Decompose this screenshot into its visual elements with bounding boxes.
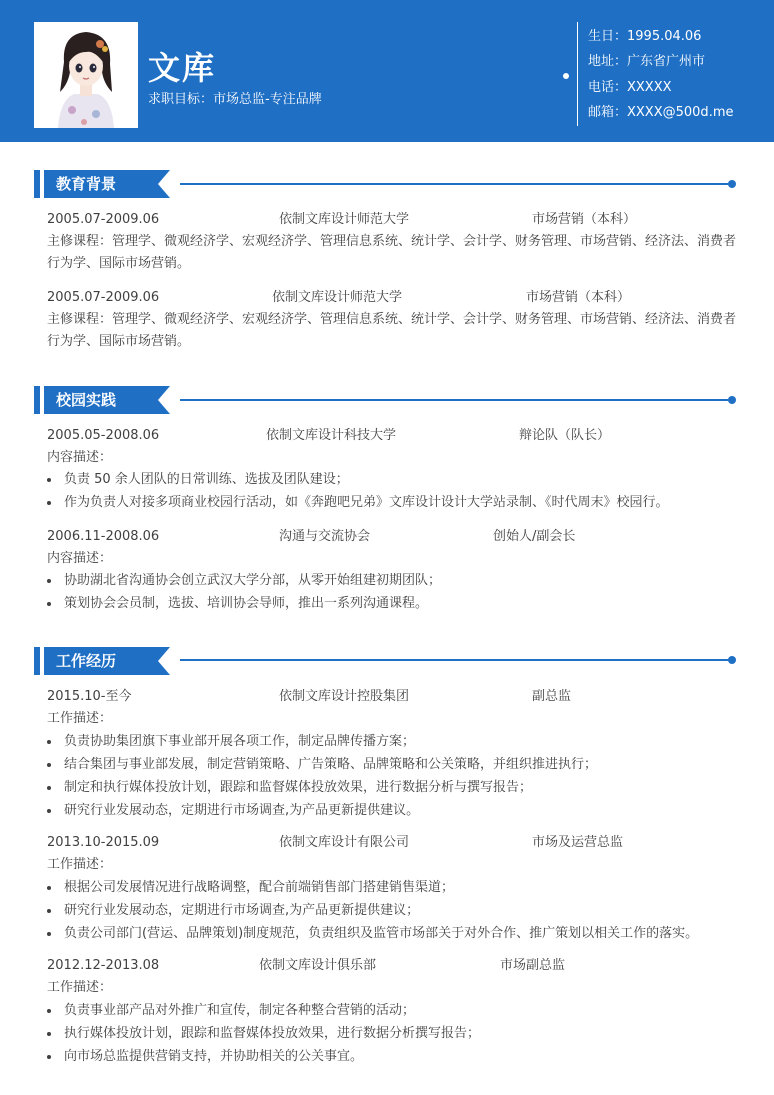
bullet-text: 执行媒体投放计划，跟踪和监督媒体投放效果，进行数据分析撰写报告； [64,1026,481,1041]
bullet-text: 根据公司发展情况进行战略调整，配合前端销售部门搭建销售渠道； [64,880,455,895]
entry-date: 2005.05-2008.06 [47,428,160,443]
bullet-text: 向市场总监提供营销支持，并协助相关的公关事宜。 [64,1049,364,1064]
bullet-text: 结合集团与事业部发展，制定营销策略、广告策略、品牌策略和公关策略，并组织推进执行； [64,757,598,772]
bullet-dot [47,579,51,583]
address: 地址：广东省广州市 [588,54,706,69]
entry-org: 依制文库设计控股集团 [279,689,410,704]
section-dot [728,396,736,404]
entry-org: 依制文库设计师范大学 [279,212,410,227]
bullet-dot [47,1032,51,1036]
entry-role: 辩论队（队长） [519,428,611,443]
bullet-dot [47,1055,51,1059]
bullet-text: 作为负责人对接多项商业校园行活动，如《奔跑吧兄弟》文库设计设计大学站录制、《时代周末》校园行。 [64,495,669,510]
bullet-dot [47,786,51,790]
entry-org: 依制文库设计科技大学 [266,428,397,443]
entry-role: 市场营销（本科） [532,212,637,227]
bullet-text: 负责事业部产品对外推广和宣传，制定各种整合营销的活动； [64,1003,416,1018]
entry-desc-label: 工作描述： [47,711,113,726]
email: 邮箱：XXXX@500d.me [588,105,734,120]
section-title-education [34,170,170,198]
bullet-dot [47,478,51,482]
section-title-work [34,647,170,675]
bullet-text: 制定和执行媒体投放计划，跟踪和监督媒体投放效果，进行数据分析与撰写报告； [64,780,533,795]
bullet-text: 策划协会会员制，选拔、培训协会导师，推出一系列沟通课程。 [64,596,429,611]
entry-desc-label: 工作描述： [47,857,113,872]
candidate-name: 文库 [148,49,217,87]
entry-date: 2012.12-2013.08 [47,958,160,973]
header-banner [0,0,774,142]
bullet-text: 负责公司部门(营运、品牌策划)制度规范，负责组织及监管市场部关于对外合作、推广策划以相关工作的落实。 [64,926,699,941]
bullet-dot [47,501,51,505]
entry-org: 依制文库设计有限公司 [279,835,410,850]
bullet-dot [47,909,51,913]
entry-role: 市场副总监 [500,958,566,973]
entry-role: 市场营销（本科） [526,290,631,305]
header-dot [563,73,569,79]
bullet-text: 研究行业发展动态，定期进行市场调查,为产品更新提供建议。 [64,803,420,818]
entry-role: 创始人/副会长 [493,529,576,544]
entry-desc: 行为学、国际市场营销。 [47,256,191,271]
entry-date: 2015.10-至今 [47,689,132,704]
entry-desc-label: 内容描述： [47,551,113,566]
entry-date: 2005.07-2009.06 [47,212,160,227]
entry-desc-label: 内容描述： [47,450,113,465]
entry-desc: 主修课程：管理学、微观经济学、宏观经济学、管理信息系统、统计学、会计学、财务管理、市场营销、经济法、消费者 [47,234,737,249]
birth-date: 生日：1995.04.06 [588,29,702,44]
entry-role: 副总监 [532,689,572,704]
section-divider [180,659,731,661]
entry-desc: 行为学、国际市场营销。 [47,334,191,349]
section-dot [728,180,736,188]
section-divider [180,399,731,401]
avatar [34,22,138,128]
entry-desc-label: 工作描述： [47,980,113,995]
bullet-dot [47,602,51,606]
bullet-dot [47,740,51,744]
entry-desc: 主修课程：管理学、微观经济学、宏观经济学、管理信息系统、统计学、会计学、财务管理、市场营销、经济法、消费者 [47,312,737,327]
entry-date: 2013.10-2015.09 [47,835,160,850]
section-title-text: 教育背景 [56,175,117,193]
entry-org: 依制文库设计师范大学 [272,290,403,305]
section-title-text: 工作经历 [56,652,117,670]
bullet-text: 负责协助集团旗下事业部开展各项工作，制定品牌传播方案； [64,734,416,749]
bullet-dot [47,886,51,890]
entry-date: 2005.07-2009.06 [47,290,160,305]
entry-date: 2006.11-2008.06 [47,529,160,544]
bullet-dot [47,763,51,767]
bullet-dot [47,932,51,936]
entry-org: 沟通与交流协会 [279,529,371,544]
job-objective: 求职目标：市场总监-专注品牌 [148,92,322,107]
section-title-text: 校园实践 [56,391,117,409]
header-divider [577,22,578,126]
bullet-text: 负责 50 余人团队的日常训练、选拔及团队建设； [64,472,349,487]
bullet-dot [47,1009,51,1013]
bullet-text: 协助湖北省沟通协会创立武汉大学分部，从零开始组建初期团队； [64,573,442,588]
section-title-campus [34,386,170,414]
entry-org: 依制文库设计俱乐部 [259,958,377,973]
section-dot [728,656,736,664]
entry-role: 市场及运营总监 [532,835,624,850]
phone: 电话：XXXXX [588,80,672,95]
bullet-dot [47,809,51,813]
section-divider [180,183,731,185]
bullet-text: 研究行业发展动态，定期进行市场调查,为产品更新提供建议； [64,903,420,918]
